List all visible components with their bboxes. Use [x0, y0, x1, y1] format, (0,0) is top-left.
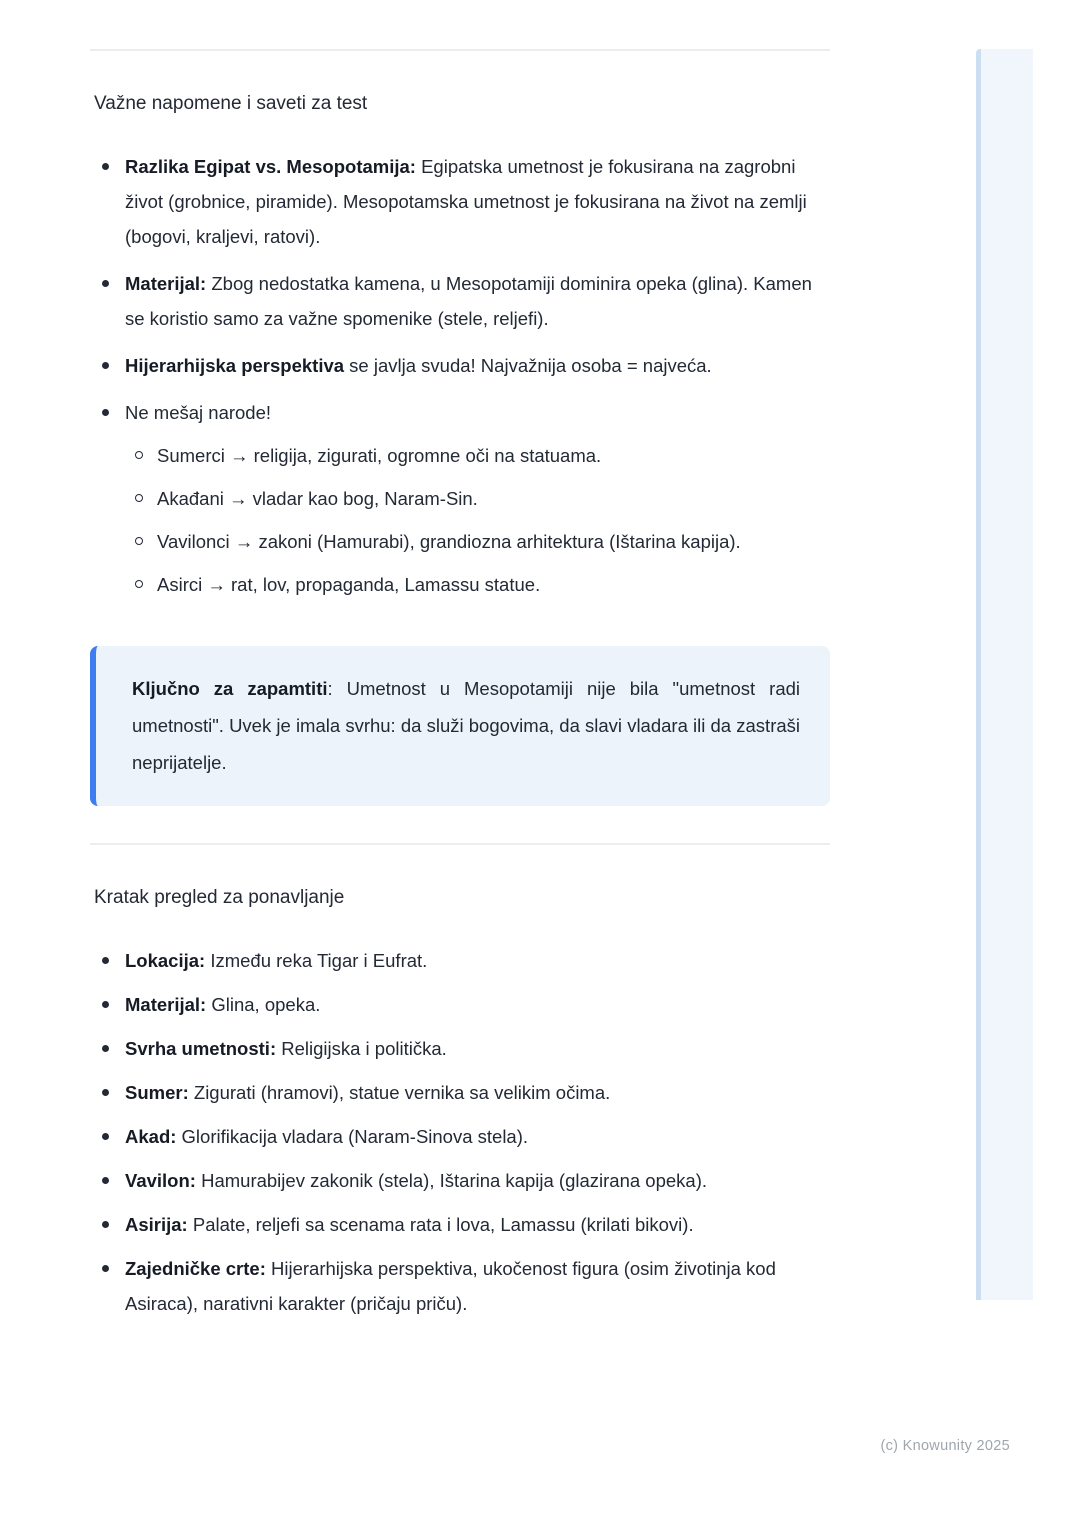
list-item-text: Materijal: Glina, opeka.	[125, 994, 321, 1015]
footer-credit: (c) Knowunity 2025	[880, 1438, 1010, 1454]
bullet-marker	[102, 1265, 109, 1272]
circle-bullet-marker	[135, 494, 143, 502]
sublist-item-text: Vavilonci → zakoni (Hamurabi), grandiozna arhitektura (Ištarina kapija).	[157, 531, 741, 552]
list-item-text: Vavilon: Hamurabijev zakonik (stela), Ištarina kapija (glazirana opeka).	[125, 1170, 707, 1191]
bullet-marker	[102, 957, 109, 964]
list-item	[90, 1207, 830, 1242]
section2-heading: Kratak pregled za ponavljanje	[94, 887, 345, 908]
notes-list	[90, 149, 830, 602]
list-item	[90, 266, 830, 336]
summary-list	[90, 943, 830, 1321]
callout-text: Ključno za zapamtiti: Umetnost u Mesopotamiji nije bila "umetnost radi umetnosti". Uvek je imala svrhu: da služi bogovima, da slavi vladara ili da zastraši neprijatelje.	[132, 678, 801, 773]
circle-bullet-marker	[135, 537, 143, 545]
callout-box	[90, 646, 830, 806]
list-item-text: Zajedničke crte: Hijerarhijska perspektiva, ukočenost figura (osim životinja kod Asiraca), narativni karakter (pričaju priču).	[125, 1258, 776, 1314]
list-item	[90, 1163, 830, 1198]
list-item	[90, 348, 830, 383]
next-page-edge-preview	[976, 49, 1033, 1300]
peoples-sublist	[125, 438, 830, 602]
page-content	[90, 0, 830, 1330]
bullet-marker	[102, 280, 109, 287]
section1-heading: Važne napomene i saveti za test	[94, 93, 368, 114]
list-item-text: Ne mešaj narode!	[125, 402, 272, 423]
list-item	[90, 943, 830, 978]
sublist-item-text: Sumerci → religija, zigurati, ogromne oči na statuama.	[157, 445, 602, 466]
list-item-text: Svrha umetnosti: Religijska i politička.	[125, 1038, 447, 1059]
bullet-marker	[102, 1177, 109, 1184]
bullet-marker	[102, 1089, 109, 1096]
list-item	[90, 1251, 830, 1321]
circle-bullet-marker	[135, 580, 143, 588]
circle-bullet-marker	[135, 451, 143, 459]
bullet-marker	[102, 1221, 109, 1228]
list-item-text: Hijerarhijska perspektiva se javlja svuda! Najvažnija osoba = najveća.	[125, 355, 712, 376]
sublist-item	[125, 438, 830, 473]
sublist-item-text: Asirci → rat, lov, propaganda, Lamassu statue.	[157, 574, 541, 595]
list-item	[90, 1119, 830, 1154]
sublist-item	[125, 481, 830, 516]
bullet-marker	[102, 1133, 109, 1140]
list-item-text: Lokacija: Između reka Tigar i Eufrat.	[125, 950, 428, 971]
list-item-text: Razlika Egipat vs. Mesopotamija: Egipatska umetnost je fokusirana na zagrobni život (grobnice, piramide). Mesopotamska umetnost je fokusirana na život na zemlji (bogovi, kraljevi, ratovi).	[125, 156, 807, 247]
bullet-marker	[102, 409, 109, 416]
sublist-item	[125, 524, 830, 559]
list-item-text: Akad: Glorifikacija vladara (Naram-Sinova stela).	[125, 1126, 529, 1147]
list-item	[90, 987, 830, 1022]
bullet-marker	[102, 1001, 109, 1008]
list-item	[90, 395, 830, 602]
list-item	[90, 1075, 830, 1110]
section-divider-top	[90, 49, 830, 51]
section-divider-mid	[90, 843, 830, 845]
bullet-marker	[102, 163, 109, 170]
bullet-marker	[102, 1045, 109, 1052]
list-item-text: Materijal: Zbog nedostatka kamena, u Mesopotamiji dominira opeka (glina). Kamen se koristio samo za važne spomenike (stele, reljefi).	[125, 273, 812, 329]
list-item	[90, 1031, 830, 1066]
sublist-item	[125, 567, 830, 602]
sublist-item-text: Akađani → vladar kao bog, Naram-Sin.	[157, 488, 478, 509]
list-item-text: Asirija: Palate, reljefi sa scenama rata i lova, Lamassu (krilati bikovi).	[125, 1214, 694, 1235]
list-item-text: Sumer: Zigurati (hramovi), statue vernika sa velikim očima.	[125, 1082, 611, 1103]
list-item	[90, 149, 830, 254]
bullet-marker	[102, 362, 109, 369]
